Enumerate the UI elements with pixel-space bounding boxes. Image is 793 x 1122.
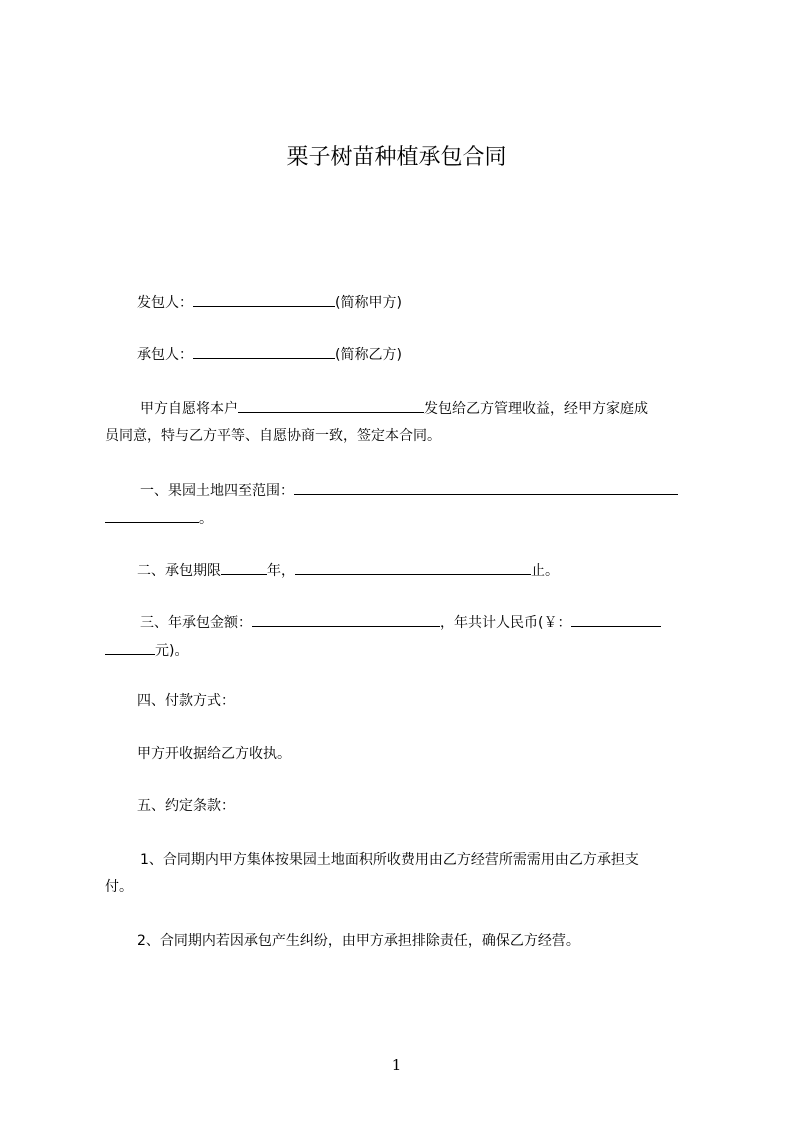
clause-4-heading: 四、付款方式：	[137, 693, 235, 709]
clause-4-text: 甲方开收据给乙方收执。	[137, 746, 291, 762]
intro-suffix: 发包给乙方管理收益，经甲方家庭成	[424, 401, 648, 417]
page-number: 1	[391, 1056, 402, 1074]
clause-1-blank-1	[294, 480, 678, 495]
clause-1-blank-2	[105, 508, 199, 523]
clause-2-year: 年，	[267, 563, 295, 579]
intro-prefix: 甲方自愿将本户	[140, 401, 238, 417]
clause-5-heading: 五、约定条款：	[137, 798, 235, 814]
clause-1-end: 。	[199, 511, 213, 527]
clause-1-label: 一、果园土地四至范围：	[140, 483, 294, 499]
intro-line-2: 员同意，特与乙方平等、自愿协商一致，签定本合同。	[105, 428, 441, 444]
clause-3-label: 三、年承包金额：	[140, 615, 252, 631]
term-1-line-1: 1、合同期内甲方集体按果园土地面积所收费用由乙方经营所需需用由乙方承担支	[140, 852, 639, 868]
clause-2-date-blank	[295, 560, 531, 575]
contract-title: 栗子树苗种植承包合同	[286, 145, 507, 170]
clause-3-amount-blank	[252, 612, 440, 627]
clause-2-end: 止。	[531, 563, 559, 579]
clause-3-total-blank-1	[571, 612, 661, 627]
term-2-line: 2、合同期内若因承包产生纠纷，由甲方承担排除责任，确保乙方经营。	[137, 933, 580, 949]
party-a-label: 发包人：	[137, 295, 193, 311]
party-b-label: 承包人：	[137, 347, 193, 363]
party-b-line	[137, 344, 402, 365]
party-b-blank	[193, 344, 335, 359]
party-a-blank	[193, 292, 335, 307]
intro-blank	[238, 398, 424, 413]
clause-2-label: 二、承包期限	[137, 563, 221, 579]
clause-1-line-1	[140, 480, 678, 501]
clause-3-line-2	[105, 640, 188, 661]
intro-line-1	[140, 398, 648, 419]
term-1-line-2: 付。	[105, 879, 133, 895]
party-b-suffix: (简称乙方)	[335, 347, 402, 363]
party-a-line	[137, 292, 402, 313]
clause-1-line-2	[105, 508, 213, 529]
clause-3-end: 元)。	[155, 643, 189, 659]
clause-3-mid: ，年共计人民币(￥：	[440, 615, 572, 631]
clause-3-total-blank-2	[105, 640, 155, 655]
clause-3-line-1	[140, 612, 661, 633]
party-a-suffix: (简称甲方)	[335, 295, 402, 311]
clause-2-years-blank	[221, 560, 267, 575]
clause-2-line	[137, 560, 559, 581]
